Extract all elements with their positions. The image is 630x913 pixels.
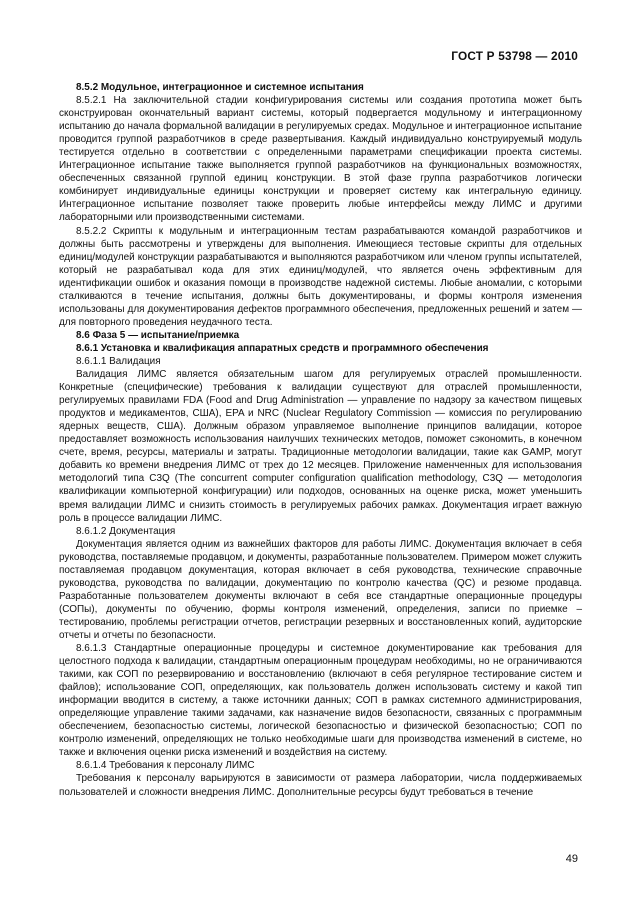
standard-header: ГОСТ Р 53798 — 2010 [451,49,578,63]
paragraph-validation: Валидация ЛИМС является обязательным шагом для регулируемых отраслей промышленности. Конкретные (специфические) требования к валидации существуют для отраслей промышленности, регулируемых правилами FDA (Food and Drug Administration — управление по надзору за качеством пищевых продуктов и медикаментов, США), EPA и NRC (Nuclear Regulatory Commission — комиссия по регулированию ядерных веществ, США). Должным образом управляемое выполнение принципов валидации, которое предоставляет возможность использования наилучших технических методов, поможет сэкономить, в конечном счете, время, ресурсы, материалы и затраты. Традиционные методологии валидации, такие как GAMP, могут добавить ко времени внедрения ЛИМС от трех до 12 месяцев. Приложение наменченных для использования методологий типа C3Q (The concurrent computer configuration qualification methodology, C3Q — методология квалификации компьютерной конфигурации) или подходов, основанных на оценке риска, может уменьшить время валидации ЛИМС и снизить стоимость в регулируемых рабочих рамках. Документация играет важную роль в процессе валидации ЛИМС. [59,369,582,524]
subheading-8-6-1-2: 8.6.1.2 Документация [76,525,176,537]
paragraph-personnel: Требования к персоналу варьируются в зависимости от размера лаборатории, числа поддерживаемых пользователей и сложности внедрения ЛИМС. Дополнительные ресурсы будут требоваться в течение [59,773,582,798]
page-number: 49 [565,853,578,865]
section-heading-8-6-1: 8.6.1 Установка и квалификация аппаратных средств и программного обеспечения [76,342,489,354]
subheading-8-6-1-4: 8.6.1.4 Требования к персоналу ЛИМС [76,760,255,772]
paragraph-documentation: Документация является одним из важнейших факторов для работы ЛИМС. Документация включает в себя руководства, поставляемые продавцом, и документы, разработанные пользователем. Примером может служить поставляемая продавцом документация, которая включает в себя руководства, технические справочные руководства, руководства по валидации, документацию по контролю качества (QC) и резюме продавца. Разработанные пользователем документы включают в себя все стандартные операционные процедуры (СОПы), документы по обучению, формы контроля изменений, определения, записи по приемке – тестированию, проблемы регистрации отчетов, регистрации резервных и восстановленных копий, аудиторские отчеты и отчеты по безопасности. [59,538,582,641]
paragraph-8-6-1-3: 8.6.1.3 Стандартные операционные процедуры и системное документирование как требования для целостного подхода к валидации, стандартным операционным процедурам необходимы, но не ограничиваются такими, как СОП по резервированию и восстановлению (включают в себя регулярное тестирование систем и файлов); использование СОП, определяющих, как пользователь должен использовать систему и какой тип информации вводится в систему, а также источники данных; СОП в рамках системного администрирования, определяющие управление такими задачами, как назначение видов безопасности, связанных с программным обеспечением, безопасностью системы, логической безопасностью и физической безопасностью; СОП по контролю изменений, определяющих не только необходимые шаги для производства изменений в системе, но также и включения оценки риска изменений и воздействия на систему. [59,643,582,759]
document-body [59,81,582,799]
paragraph-8-5-2-2: 8.5.2.2 Скрипты к модульным и интеграционным тестам разрабатываются командой разработчиков и должны быть рассмотрены и утверждены для выполнения. Имеющиеся тестовые скрипты для отдельных единиц/модулей конструкции разрабатываются и выполняются разработчиком или членом группы испытателей, который не разрабатывал кода для этих единиц/модулей, что является очень эффективным для идентификации ошибок и оказания помощи в производстве надежной системы. Любые аномалии, с которыми сталкиваются в течение испытания, должны быть документированы, и формы контроля изменения использованы для документирования дефектов программного обеспечения, предложенных решений и затем — для повторного проведения неудачного теста. [59,225,582,328]
subheading-8-6-1-1: 8.6.1.1 Валидация [76,355,161,367]
paragraph-8-5-2-1: 8.5.2.1 На заключительной стадии конфигурирования системы или создания прототипа может быть сконструирован окончательный вариант системы, который подвергается модульному и интеграционному испытанию до начала формальной валидации в регулируемых средах. Модульное и интеграционное испытание проводится группой разработчиков в среде развертывания. Каждый индивидуально конструируемый модуль тестируется отдельно в соответствии с определенными параметрами спецификации проекта системы. Интеграционное испытание также выполняется группой разработчиков на функциональных возможностях, обеспеченных связанной группой единиц конструкции. В этой фазе группа разработчиков логически комбинирует индивидуальные единицы конструкции и проверяет систему как интегральную единицу. Интеграционное испытание позволяет также проверить любые интерфейсы между ЛИМС и другими лабораторными или производственными системами. [59,95,582,224]
section-heading-8-5-2: 8.5.2 Модульное, интеграционное и системное испытания [76,82,364,93]
section-heading-8-6: 8.6 Фаза 5 — испытание/приемка [76,329,240,341]
